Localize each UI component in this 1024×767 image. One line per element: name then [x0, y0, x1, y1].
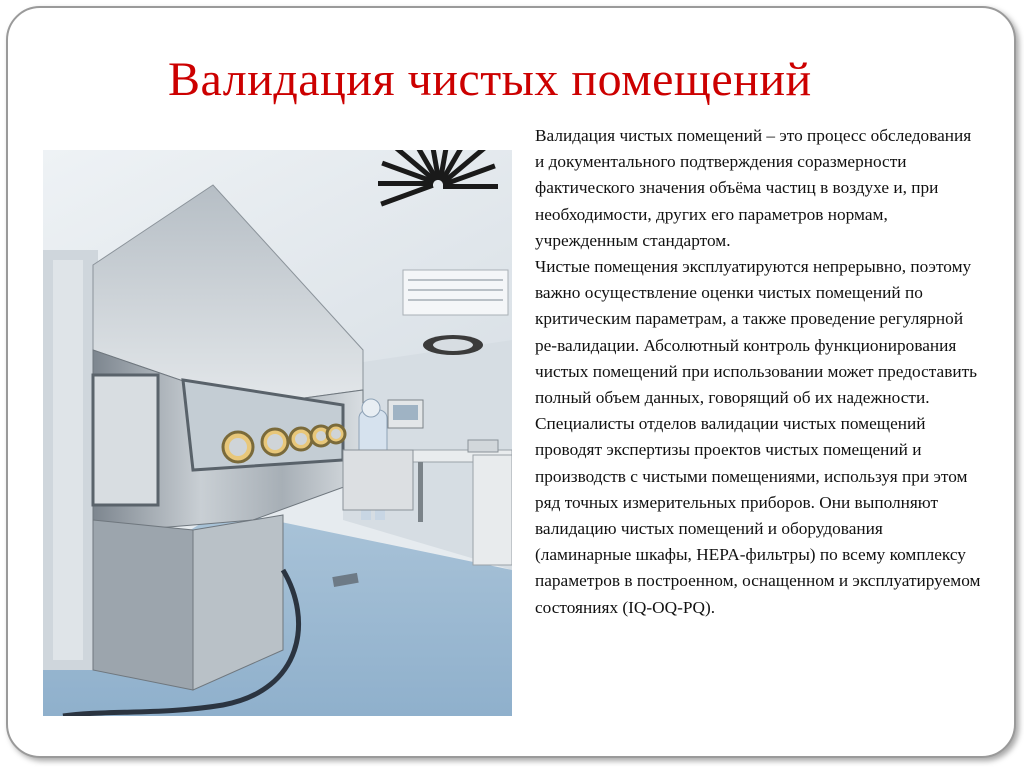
- paragraph: Специалисты отделов валидации чистых помещений проводят экспертизы проектов чистых помещений и производств с чистыми помещениями, используя при этом ряд точных измерительных приборов. Они выполняют валидацию чистых помещений и оборудования (ламинарные шкафы, HEPA-фильтры) по всему комплексу параметров в построенном, оснащенном и эксплуатируемом состояниях (IQ-OQ-PQ).: [535, 414, 981, 617]
- body-text: [535, 123, 983, 621]
- paragraph: Валидация чистых помещений – это процесс обследования и документального подтверждения соразмерности фактического значения объёма частиц в воздухе и, при необходимости, других его параметров нормам, учрежденным стандартом.: [535, 126, 972, 250]
- slide-title: Валидация чистых помещений: [168, 53, 812, 106]
- paragraph: Чистые помещения эксплуатируются непрерывно, поэтому важно осуществление оценки чистых помещений по критическим параметрам, а также проведение регулярной ре-валидации. Абсолютный контроль функционирования чистых помещений при использовании может предоставить полный объем данных, говорящий об их надежности.: [535, 257, 978, 408]
- cleanroom-photo: [43, 150, 512, 716]
